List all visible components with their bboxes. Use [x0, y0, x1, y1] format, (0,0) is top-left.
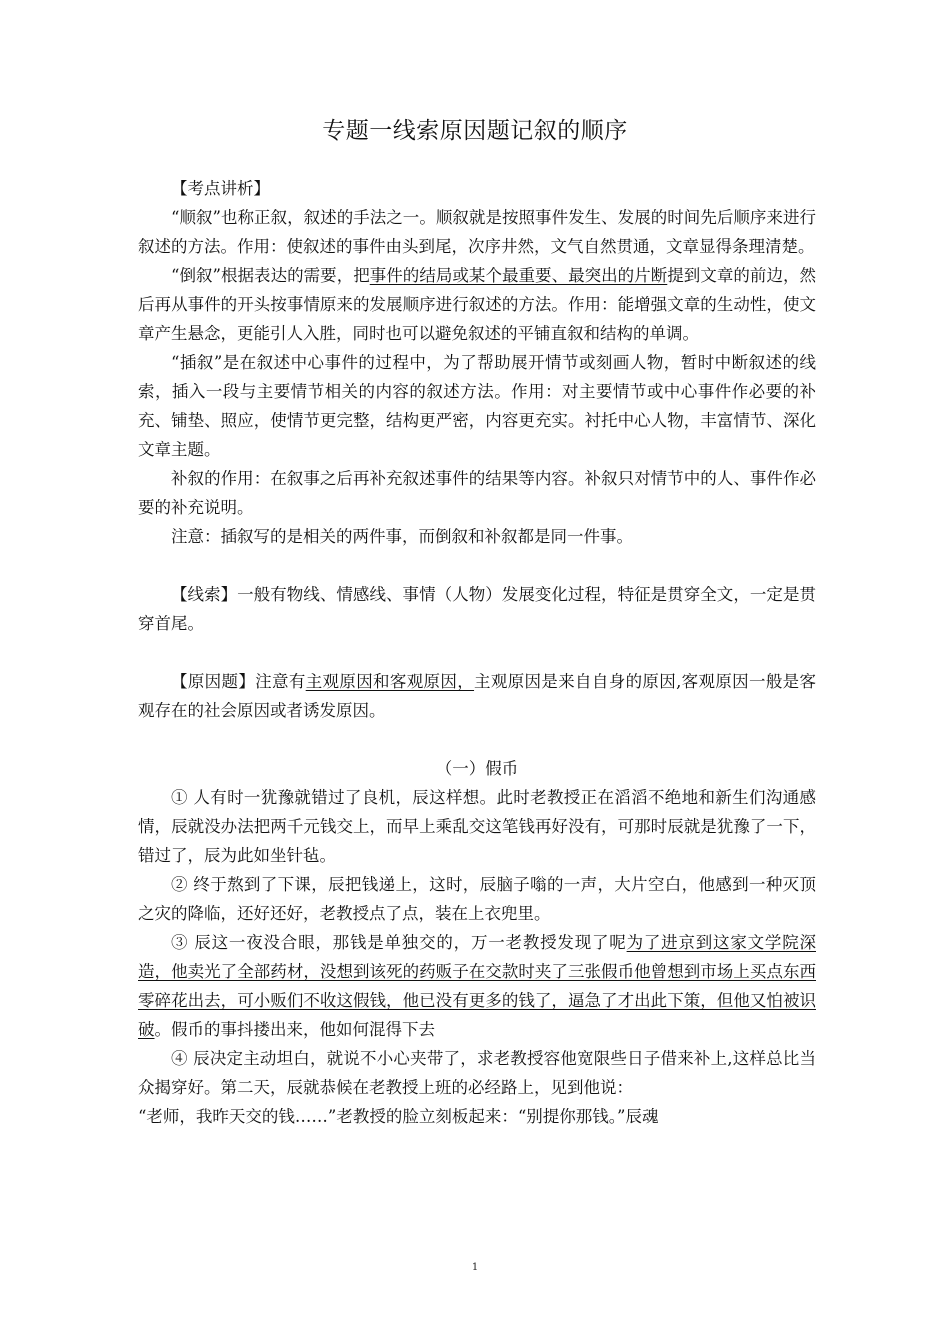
page-number: 1 [471, 1262, 479, 1273]
spacer [138, 551, 816, 580]
para3-text-after: 。假币的事抖搂出来，他如何混得下去 [154, 1020, 435, 1039]
kaodian-heading: 【考点讲析】 [171, 179, 270, 198]
yuanyin-text-before: 【原因题】注意有 [171, 672, 306, 691]
zhuyi-paragraph: 注意：插叙写的是相关的两件事，而倒叙和补叙都是同一件事。 [171, 527, 633, 546]
yuanyin-text-after: 主观原因是来自自身的原因,客观原因一般是客观存在的社会原因或者诱发原因。 [138, 672, 817, 720]
daoxu-text-before: “倒叙”根据表达的需要，把 [171, 266, 370, 285]
para3-underlined-text: 为了进京到这家文学院深造，他卖光了全部药材，没想到该死的药贩子在交款时夹了三张假币他曾想到市场上买点东西零碎花出去，可小贩们不收这假钱，他已没有更多的钱了，逼急了才出此下策，但他又怕被识破 [138, 933, 816, 1039]
daoxu-paragraph [138, 261, 816, 348]
spacer [138, 638, 816, 667]
spacer [138, 725, 816, 754]
story-paragraph-4: ④ 辰决定主动坦白，就说不小心夹带了，求老教授容他宽限些日子借来补上,这样总比当众揭穿好。第二天，辰就恭候在老教授上班的必经路上，见到他说： [138, 1049, 816, 1097]
document-body [138, 174, 816, 1131]
chaxu-paragraph: “插叙”是在叙述中心事件的过程中，为了帮助展开情节或刻画人物，暂时中断叙述的线索，插入一段与主要情节相关的内容的叙述方法。作用：对主要情节或中心事件作必要的补充、铺垫、照应，使情节更完整，结构更严密，内容更充实。衬托中心人物，丰富情节、深化文章主题。 [138, 353, 816, 459]
story-paragraph-5: “老师，我昨天交的钱……”老教授的脸立刻板起来：“别提你那钱。”辰魂 [138, 1107, 659, 1126]
daoxu-underlined-text: 事件的结局或某个最重要、最突出的片断 [369, 266, 668, 285]
para3-text-before: ③ 辰这一夜没合眼，那钱是单独交的，万一老教授发现了呢 [171, 933, 627, 952]
story-paragraph-3 [138, 928, 816, 1044]
story-paragraph-1: ① 人有时一犹豫就错过了良机，辰这样想。此时老教授正在滔滔不绝地和新生们沟通感情，辰就没办法把两千元钱交上，而早上乘乱交这笔钱再好没有，可那时辰就是犹豫了一下，错过了，辰为此如坐针毡。 [138, 788, 816, 865]
shunxu-paragraph: “顺叙”也称正叙，叙述的手法之一。顺叙就是按照事件发生、发展的时间先后顺序来进行叙述的方法。作用：使叙述的事件由头到尾，次序井然，文气自然贯通，文章显得条理清楚。 [138, 208, 816, 256]
buxu-paragraph: 补叙的作用：在叙事之后再补充叙述事件的结果等内容。补叙只对情节中的人、事件作必要的补充说明。 [138, 469, 816, 517]
story-title: （一）假币 [435, 759, 519, 778]
daoxu-text-after: 提到文章的前边，然后再从事件的开头按事情原来的发展顺序进行叙述的方法。作用：能增强文章的生动性，使文章产生悬念，更能引人入胜，同时也可以避免叙述的平铺直叙和结构的单调。 [138, 266, 817, 343]
xiansuo-paragraph: 【线索】一般有物线、情感线、事情（人物）发展变化过程，特征是贯穿全文，一定是贯穿首尾。 [138, 585, 816, 633]
document-title: 专题一线索原因题记叙的顺序 [322, 118, 628, 144]
yuanyin-underlined-text: 主观原因和客观原因， [305, 672, 475, 691]
yuanyin-paragraph [138, 667, 816, 725]
story-paragraph-2: ② 终于熬到了下课，辰把钱递上，这时，辰脑子嗡的一声，大片空白，他感到一种灭顶之灾的降临，还好还好，老教授点了点，装在上衣兜里。 [138, 875, 816, 923]
